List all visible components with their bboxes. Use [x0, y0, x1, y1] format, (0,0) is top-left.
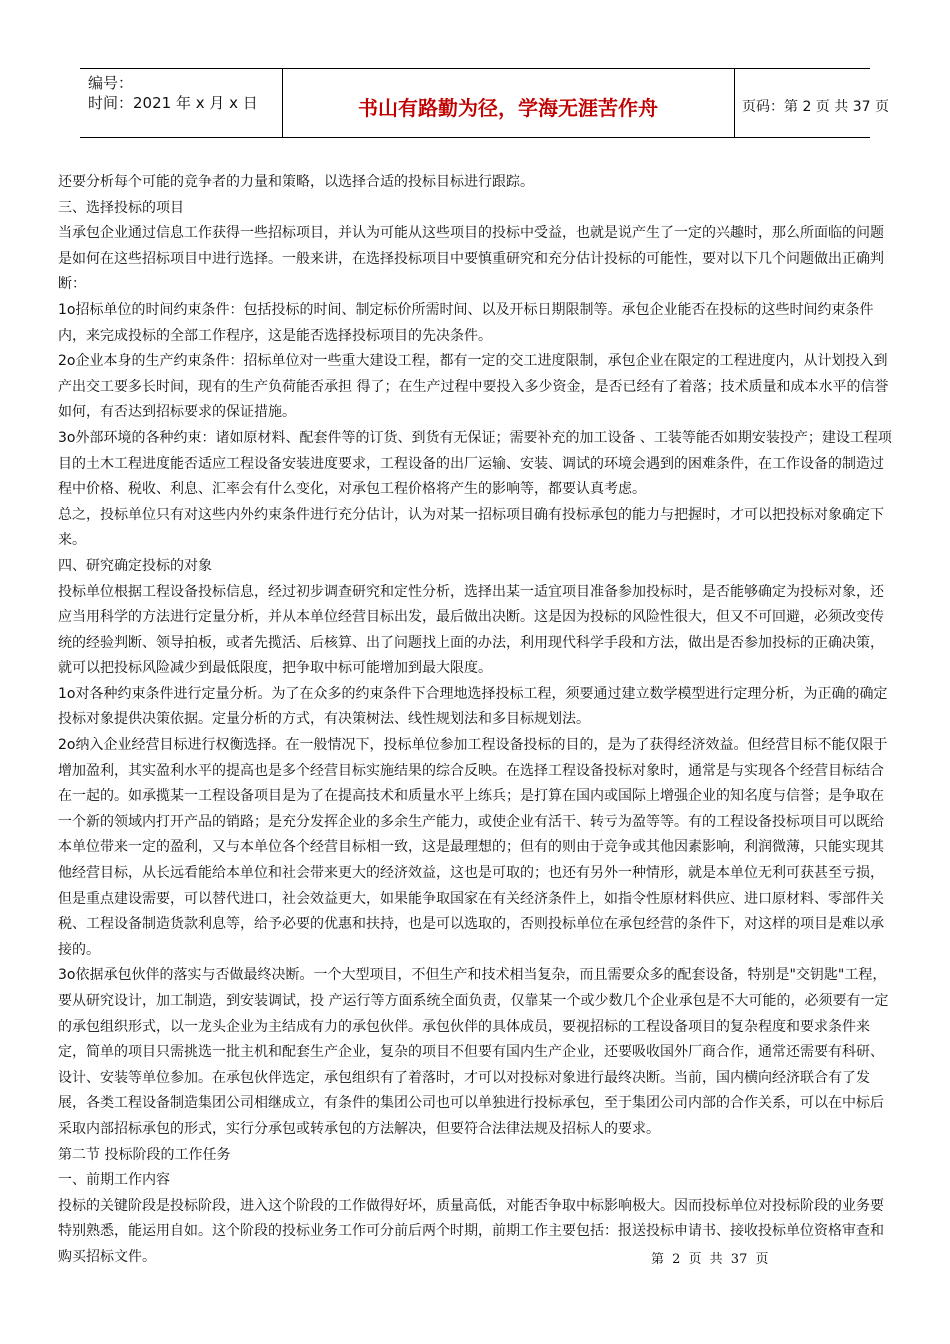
body-paragraph: 1o对各种约束条件进行定量分析。为了在众多的约束条件下合理地选择投标工程，须要通过建立数学模型进行定理分析，为正确的确定投标对象提供决策依据。定量分析的方式，有决策树法、线性规划法和多目标规划法。 — [58, 685, 888, 728]
doc-number-label: 编号： — [88, 74, 134, 92]
body-paragraph: 2o企业本身的生产约束条件：招标单位对一些重大建设工程，都有一定的交工进度限制，承包企业在限定的工程进度内，从计划投入到产出交工要多长时间，现有的生产负荷能否承担 得了；在生产过程中要投入多少资金，是否已经有了着落；技术质量和成本水平的信誉如何，有否达到招标要求的保证措施。 — [58, 353, 889, 421]
header-motto: 书山有路勤为径，学海无涯苦作舟 — [358, 96, 658, 120]
section-heading: 三、选择投标的项目 — [58, 199, 184, 216]
section-heading: 一、前期工作内容 — [58, 1172, 170, 1189]
date-line: 时间：2021 年 x 月 x 日 — [88, 94, 258, 112]
page-footer: 第 2 页 共 37 页 — [651, 1252, 769, 1267]
page-header — [80, 68, 889, 138]
section-heading: 四、研究确定投标的对象 — [58, 557, 212, 574]
body-paragraph: 投标的关键阶段是投标阶段，进入这个阶段的工作做得好坏，质量高低，对能否争取中标影响极大。因而投标单位对投标阶段的业务要特别熟悉，能运用自如。这个阶段的投标业务工作可分前后两个时期，前期工作主要包括：报送投标申请书、接收投标单位资格审查和购买招标文件。 — [58, 1197, 884, 1265]
header-page-cell — [734, 69, 889, 137]
body-paragraph: 3o依据承包伙伴的落实与否做最终决断。一个大型项目，不但生产和技术相当复杂，而且需要众多的配套设备，特别是"交钥匙"工程，要从研究设计，加工制造，到安装调试，投 产运行等方面系统全面负责，仅靠某一个或少数几个企业承包是不大可能的，必须要有一定的承包组织形式，以一龙头企业为主结成有力的承包伙伴。承包伙伴的具体成员，要视招标的工程设备项目的复杂程度和要求条件来定，简单的项目只需挑选一批主机和配套生产企业，复杂的项目不但要有国内生产企业，还要吸收国外厂商合作，通常还需要有科研、设计、安装等单位参加。在承包伙伴选定，承包组织有了着落时，才可以对投标对象进行最终决断。当前，国内横向经济联合有了发展，各类工程设备制造集团公司相继成立，有条件的集团公司也可以单独进行投标承包，至于集团公司内部的合作关系，可以在中标后采取内部招标承包的形式，实行分承包或转承包的方法解决，但要符合法律法规及招标人的要求。 — [58, 967, 889, 1137]
body-paragraph: 3o外部环境的各种约束：诸如原材料、配套件等的订货、到货有无保证；需要补充的加工设备 、工装等能否如期安装投产；建设工程项目的土木工程进度能否适应工程设备安装进度要求，工程设备的出厂运输、安装、调试的环境会遇到的困难条件，在工作设备的制造过程中价格、税收、利息、汇率会有什么变化，对承包工程价格将产生的影响等，都要认真考虑。 — [58, 429, 892, 498]
body-paragraph: 2o纳入企业经营目标进行权衡选择。在一般情况下，投标单位参加工程设备投标的目的，是为了获得经济效益。但经营目标不能仅限于增加盈利，其实盈利水平的提高也是多个经营目标实施结果的综合反映。在选择工程设备投标对象时，通常是与实现各个经营目标结合在一起的。如承揽某一工程设备项目是为了在提高技术和质量水平上练兵；是打算在国内或国际上增强企业的知名度与信誉；是争取在一个新的领域内打开产品的销路；是充分发挥企业的多余生产能力，或使企业有活干、转亏为盈等等。有的工程设备投标项目可以既给本单位带来一定的盈利，又与本单位各个经营目标相一致，这是最理想的；但有的则由于竞争或其他因素影响，利润微薄，只能实现其他经营目标，从长远看能给本单位和社会带来更大的经济效益，这也是可取的；也还有另外一种情形，就是本单位无利可获甚至亏损，但是重点建设需要，可以替代进口，社会效益更大，如果能争取国家在有关经济条件上，如指令性原材料供应、进口原材料、零部件关税、工程设备制造货款利息等，给予必要的优惠和扶持，也是可以选取的，否则投标单位在承包经营的条件下，对这样的项目是难以承接的。 — [58, 737, 888, 958]
header-page-info: 页码：第 2 页 共 37 页 — [742, 99, 889, 115]
document-body — [58, 170, 894, 1271]
body-paragraph: 总之，投标单位只有对这些内外约束条件进行充分估计，认为对某一招标项目确有投标承包的能力与把握时，才可以把投标对象确定下来。 — [58, 506, 884, 549]
body-paragraph: 1o招标单位的时间约束条件：包括投标的时间、制定标价所需时间、以及开标日期限制等。承包企业能否在投标的这些时间约束条件内，来完成投标的全部工作程序，这是能否选择投标项目的先决条件。 — [58, 301, 874, 344]
body-paragraph: 投标单位根据工程设备投标信息，经过初步调查研究和定性分析，选择出某一适宜项目准备参加投标时，是否能够确定为投标对象，还应当用科学的方法进行定量分析，并从本单位经营目标出发，最后做出决断。这是因为投标的风险性很大，但又不可回避，必须改变传统的经验判断、领导拍板，或者先揽活、后核算、出了问题找上面的办法，利用现代科学手段和方法，做出是否参加投标的正确决策，就可以把投标风险减少到最低限度，把争取中标可能增加到最大限度。 — [58, 583, 884, 677]
header-meta-cell — [80, 69, 283, 137]
body-paragraph: 当承包企业通过信息工作获得一些招标项目，并认为可能从这些项目的投标中受益，也就是说产生了一定的兴趣时，那么所面临的问题是如何在这些招标项目中进行选择。一般来讲，在选择投标项目中要慎重研究和充分估计投标的可能性，要对以下几个问题做出正确判断： — [58, 225, 884, 293]
section-heading: 第二节 投标阶段的工作任务 — [58, 1146, 231, 1163]
body-paragraph: 还要分析每个可能的竞争者的力量和策略，以选择合适的投标目标进行跟踪。 — [58, 174, 534, 190]
header-motto-cell — [282, 69, 735, 137]
